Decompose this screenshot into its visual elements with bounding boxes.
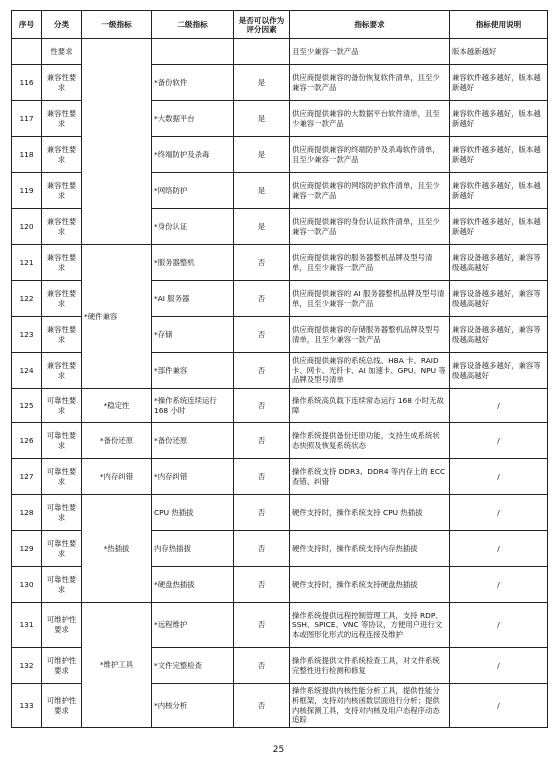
scoring-cell: 是 bbox=[234, 65, 290, 101]
table-row bbox=[12, 603, 548, 648]
table-row bbox=[12, 423, 548, 459]
header-level2: 二级指标 bbox=[152, 11, 234, 39]
header-category: 分类 bbox=[42, 11, 82, 39]
requirement-cell: 供应商提供兼容的系统总线、HBA 卡、RAID 卡、网卡、光纤卡、AI 加速卡、GPU、NPU 等品牌及型号清单 bbox=[290, 353, 450, 389]
requirement-cell: 操作系统提供文件系统检查工具，对文件系统完整性进行检测和修复 bbox=[290, 648, 450, 684]
row-number: 125 bbox=[12, 389, 42, 423]
level1-maintenance-tools: *维护工具 bbox=[82, 603, 152, 728]
category-cell: 可靠性要求 bbox=[42, 531, 82, 567]
level2-cell: *存储 bbox=[152, 317, 234, 353]
row-number: 127 bbox=[12, 459, 42, 495]
category-cell: 兼容性要求 bbox=[42, 173, 82, 209]
category-cell: 可靠性要求 bbox=[42, 423, 82, 459]
level2-cell: *内核分析 bbox=[152, 684, 234, 728]
note-cell: 兼容软件越多越好，版本越新越好 bbox=[450, 209, 548, 245]
level2-cell: 内存热插拔 bbox=[152, 531, 234, 567]
header-level1: 一级指标 bbox=[82, 11, 152, 39]
row-number: 124 bbox=[12, 353, 42, 389]
requirement-cell: 供应商提供兼容的 AI 服务器整机品牌及型号清单，且至少兼容一款产品 bbox=[290, 281, 450, 317]
category-cell: 可靠性要求 bbox=[42, 567, 82, 603]
requirement-cell: 供应商提供兼容的大数据平台软件清单，且至少兼容一款产品 bbox=[290, 101, 450, 137]
scoring-cell: 是 bbox=[234, 209, 290, 245]
level2-cell: *远程维护 bbox=[152, 603, 234, 648]
category-cell: 兼容性要求 bbox=[42, 137, 82, 173]
requirement-cell: 操作系统提供内核性能分析工具，提供性能分析框架，支持对内核函数层面进行分析；提供内核探测工具，支持对内核及用户态程序动态追踪 bbox=[290, 684, 450, 728]
category-cell: 兼容性要求 bbox=[42, 353, 82, 389]
header-no: 序号 bbox=[12, 11, 42, 39]
level2-cell: *身份认证 bbox=[152, 209, 234, 245]
category-cell: 性要求 bbox=[42, 39, 82, 65]
scoring-cell: 否 bbox=[234, 603, 290, 648]
note-cell: / bbox=[450, 648, 548, 684]
row-number: 132 bbox=[12, 648, 42, 684]
scoring-cell: 否 bbox=[234, 495, 290, 531]
level2-cell: *内存纠错 bbox=[152, 459, 234, 495]
scoring-cell: 是 bbox=[234, 173, 290, 209]
category-cell: 兼容性要求 bbox=[42, 65, 82, 101]
page-number: 25 bbox=[272, 745, 285, 755]
note-cell: / bbox=[450, 531, 548, 567]
note-cell: / bbox=[450, 684, 548, 728]
scoring-cell: 否 bbox=[234, 423, 290, 459]
requirement-cell: 操作系统提供备份还原功能，支持生成系统状态快照及恢复系统状态 bbox=[290, 423, 450, 459]
scoring-cell: 否 bbox=[234, 245, 290, 281]
table-row bbox=[12, 495, 548, 531]
note-cell: 兼容设备越多越好，兼容等级越高越好 bbox=[450, 353, 548, 389]
row-number: 126 bbox=[12, 423, 42, 459]
scoring-cell: 是 bbox=[234, 101, 290, 137]
scoring-cell: 否 bbox=[234, 567, 290, 603]
level2-cell: *操作系统连续运行 168 小时 bbox=[152, 389, 234, 423]
note-cell: / bbox=[450, 459, 548, 495]
requirement-cell: 供应商提供兼容的终端防护及杀毒软件清单，且至少兼容一款产品 bbox=[290, 137, 450, 173]
category-cell: 兼容性要求 bbox=[42, 101, 82, 137]
scoring-cell: 否 bbox=[234, 531, 290, 567]
scoring-cell: 否 bbox=[234, 684, 290, 728]
requirement-cell: 操作系统提供远程控制管理工具，支持 RDP、SSH、SPICE、VNC 等协议，方便用户进行文本或图形化形式的远程连接及维护 bbox=[290, 603, 450, 648]
scoring-cell: 是 bbox=[234, 137, 290, 173]
level2-cell: *硬盘热插拔 bbox=[152, 567, 234, 603]
table-row bbox=[12, 245, 548, 281]
level1-hardware-compat: *硬件兼容 bbox=[82, 245, 152, 389]
level2-cell: CPU 热插拔 bbox=[152, 495, 234, 531]
note-cell: 兼容设备越多越好，兼容等级越高越好 bbox=[450, 281, 548, 317]
category-cell: 可靠性要求 bbox=[42, 389, 82, 423]
level2-cell: *大数据平台 bbox=[152, 101, 234, 137]
row-number: 118 bbox=[12, 137, 42, 173]
note-cell: / bbox=[450, 495, 548, 531]
scoring-cell: 否 bbox=[234, 648, 290, 684]
requirement-cell: 操作系统支持 DDR3、DDR4 等内存上的 ECC 查错、纠错 bbox=[290, 459, 450, 495]
note-cell: 兼容软件越多越好，版本越新越好 bbox=[450, 65, 548, 101]
spec-table bbox=[11, 10, 548, 728]
row-number: 119 bbox=[12, 173, 42, 209]
scoring-cell: 否 bbox=[234, 317, 290, 353]
requirement-cell: 供应商提供兼容的备份恢复软件清单，且至少兼容一款产品 bbox=[290, 65, 450, 101]
row-number: 120 bbox=[12, 209, 42, 245]
level1-hotplug: *热插拔 bbox=[82, 495, 152, 603]
note-cell: / bbox=[450, 423, 548, 459]
requirement-cell: 硬件支持时，操作系统支持 CPU 热插拔 bbox=[290, 495, 450, 531]
category-cell: 可靠性要求 bbox=[42, 495, 82, 531]
requirement-cell: 且至少兼容一款产品 bbox=[290, 39, 450, 65]
category-cell: 可维护性要求 bbox=[42, 603, 82, 648]
level2-cell: *部件兼容 bbox=[152, 353, 234, 389]
level2-cell: *文件完整检查 bbox=[152, 648, 234, 684]
level2-cell: *网络防护 bbox=[152, 173, 234, 209]
note-cell: 兼容软件越多越好，版本越新越好 bbox=[450, 137, 548, 173]
note-cell: / bbox=[450, 389, 548, 423]
row-number: 116 bbox=[12, 65, 42, 101]
level2-cell: *备份还原 bbox=[152, 423, 234, 459]
requirement-cell: 操作系统高负载下连续常态运行 168 小时无故障 bbox=[290, 389, 450, 423]
requirement-cell: 供应商提供兼容的服务器整机品牌及型号清单，且至少兼容一款产品 bbox=[290, 245, 450, 281]
level1-backup: *备份还原 bbox=[82, 423, 152, 459]
row-number: 117 bbox=[12, 101, 42, 137]
note-cell: 兼容设备越多越好，兼容等级越高越好 bbox=[450, 317, 548, 353]
table-row bbox=[12, 389, 548, 423]
category-cell: 可维护性要求 bbox=[42, 648, 82, 684]
category-cell: 兼容性要求 bbox=[42, 317, 82, 353]
row-number: 130 bbox=[12, 567, 42, 603]
header-scoring: 是否可以作为评分因素 bbox=[234, 11, 290, 39]
row-number: 122 bbox=[12, 281, 42, 317]
scoring-cell: 否 bbox=[234, 353, 290, 389]
category-cell: 兼容性要求 bbox=[42, 209, 82, 245]
level2-cell: *AI 服务器 bbox=[152, 281, 234, 317]
note-cell: 兼容设备越多越好，兼容等级越高越好 bbox=[450, 245, 548, 281]
note-cell: / bbox=[450, 603, 548, 648]
table-row bbox=[12, 39, 548, 65]
requirement-cell: 供应商提供兼容的网络防护软件清单，且至少兼容一款产品 bbox=[290, 173, 450, 209]
scoring-cell: 否 bbox=[234, 389, 290, 423]
requirement-cell: 硬件支持时，操作系统支持内存热插拔 bbox=[290, 531, 450, 567]
note-cell: 版本越新越好 bbox=[450, 39, 548, 65]
category-cell: 可维护性要求 bbox=[42, 684, 82, 728]
level2-cell: *服务器整机 bbox=[152, 245, 234, 281]
category-cell: 兼容性要求 bbox=[42, 281, 82, 317]
row-number: 129 bbox=[12, 531, 42, 567]
level2-cell: *终端防护及杀毒 bbox=[152, 137, 234, 173]
header-note: 指标使用说明 bbox=[450, 11, 548, 39]
row-number: 133 bbox=[12, 684, 42, 728]
row-number: 121 bbox=[12, 245, 42, 281]
table-header-row bbox=[12, 11, 548, 39]
row-number: 128 bbox=[12, 495, 42, 531]
row-number: 131 bbox=[12, 603, 42, 648]
requirement-cell: 供应商提供兼容的存储服务器整机品牌及型号清单，且至少兼容一款产品 bbox=[290, 317, 450, 353]
row-number: 123 bbox=[12, 317, 42, 353]
note-cell: 兼容软件越多越好，版本越新越好 bbox=[450, 173, 548, 209]
requirement-cell: 硬件支持时，操作系统支持硬盘热插拔 bbox=[290, 567, 450, 603]
table-row bbox=[12, 459, 548, 495]
level1-stability: *稳定性 bbox=[82, 389, 152, 423]
requirement-cell: 供应商提供兼容的身份认证软件清单，且至少兼容一款产品 bbox=[290, 209, 450, 245]
note-cell: / bbox=[450, 567, 548, 603]
note-cell: 兼容软件越多越好，版本越新越好 bbox=[450, 101, 548, 137]
scoring-cell: 否 bbox=[234, 281, 290, 317]
level1-ecc: *内存纠错 bbox=[82, 459, 152, 495]
category-cell: 可靠性要求 bbox=[42, 459, 82, 495]
header-requirement: 指标要求 bbox=[290, 11, 450, 39]
level2-cell: *备份软件 bbox=[152, 65, 234, 101]
category-cell: 兼容性要求 bbox=[42, 245, 82, 281]
scoring-cell: 否 bbox=[234, 459, 290, 495]
